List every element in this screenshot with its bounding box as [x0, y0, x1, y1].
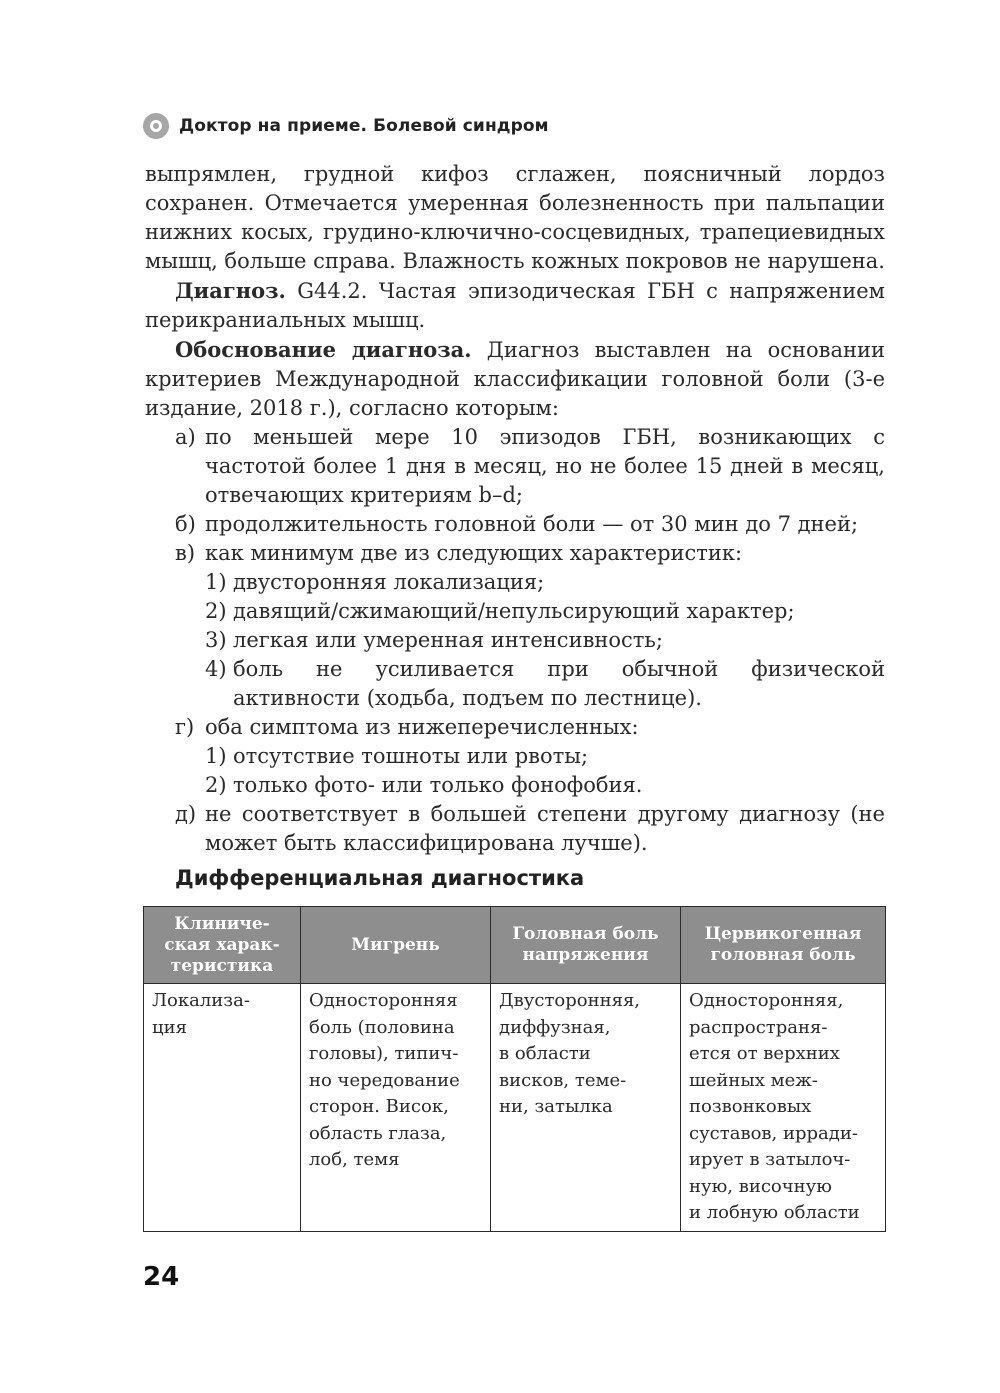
running-header-title: Доктор на приеме. Болевой синдром — [179, 116, 549, 136]
list-marker: а) — [175, 425, 196, 449]
sub-item — [145, 655, 885, 713]
diagnosis-text: G44.2. Частая эпизодическая ГБН с напряжением перикраниальных мышц. — [145, 279, 885, 332]
justification-label: Обоснование диагноза. — [175, 337, 472, 362]
sub-item — [145, 568, 885, 597]
book-series-logo-icon — [143, 113, 169, 139]
table-cell: Двусторонняя, диффузная, в области висков, теме- ни, затылка — [491, 984, 681, 1232]
table-cell: Односторонняя боль (половина головы), типич- но чередование сторон. Висок, область глаза, лоб, темя — [301, 984, 491, 1232]
criterion-text: как минимум две из следующих характеристик: — [205, 541, 743, 565]
running-header — [143, 112, 549, 140]
header-cell-cervicogenic: Цервикогенная головная боль — [681, 907, 886, 984]
header-cell-migraine: Мигрень — [301, 907, 491, 984]
criterion-d — [145, 713, 885, 742]
paragraph-diagnosis — [145, 276, 885, 335]
section-title: Дифференциальная диагностика — [175, 866, 585, 890]
paragraph-justification — [145, 335, 885, 423]
header-cell-tension: Головная боль напряжения — [491, 907, 681, 984]
sub-item-text: боль не усиливается при обычной физической активности (ходьба, подъем по лестнице). — [233, 657, 885, 710]
criterion-c — [145, 539, 885, 568]
list-marker: 1) — [205, 744, 227, 768]
list-marker: 1) — [205, 570, 227, 594]
sub-item-text: двусторонняя локализация; — [233, 570, 545, 594]
criterion-text: продолжительность головной боли — от 30 мин до 7 дней; — [205, 512, 859, 536]
differential-table — [143, 906, 886, 1232]
sub-item — [145, 626, 885, 655]
paragraph-exam: выпрямлен, грудной кифоз сглажен, поясничный лордоз сохранен. Отмечается умеренная болезненность при пальпации нижних косых, грудино-ключично-сосцевидных, трапециевидных мышц, больше справа. Влажность кожных покровов не нарушена. — [145, 162, 885, 273]
sub-item — [145, 742, 885, 771]
sub-item — [145, 771, 885, 800]
sub-item-text: легкая или умеренная интенсивность; — [233, 628, 663, 652]
table-header-row — [144, 907, 886, 984]
table-row — [144, 984, 886, 1232]
list-marker: б) — [175, 512, 196, 536]
justification-text: Диагноз выставлен на основании критериев Международной классификации головной боли (3-е издание, 2018 г.), согласно которым: — [145, 338, 885, 420]
criterion-b — [145, 510, 885, 539]
table-cell: Односторонняя, распространя- ется от верхних шейных меж- позвонковых суставов, ирради- ирует в затылоч- ную, височную и лобную области — [681, 984, 886, 1232]
criterion-text: по меньшей мере 10 эпизодов ГБН, возникающих с частотой более 1 дня в месяц, но не более 15 дней в месяц, отвечающих критериям b–d; — [205, 425, 885, 507]
diagnosis-label: Диагноз. — [175, 278, 286, 303]
list-marker: 2) — [205, 599, 227, 623]
list-marker: 3) — [205, 628, 227, 652]
table-cell: Локализа- ция — [144, 984, 301, 1232]
criterion-e — [145, 800, 885, 858]
criterion-text: не соответствует в большей степени другому диагнозу (не может быть классифицирована лучше). — [205, 802, 885, 855]
list-marker: г) — [175, 715, 195, 739]
criterion-text: оба симптома из нижеперечисленных: — [205, 715, 639, 739]
page-number: 24 — [143, 1262, 180, 1292]
list-marker: 4) — [205, 657, 227, 681]
sub-item — [145, 597, 885, 626]
header-cell-characteristic: Клиниче- ская харак- теристика — [144, 907, 301, 984]
sub-item-text: только фото- или только фонофобия. — [233, 773, 643, 797]
sub-item-text: отсутствие тошноты или рвоты; — [233, 744, 589, 768]
list-marker: д) — [175, 802, 197, 826]
main-text — [145, 160, 885, 858]
criterion-a — [145, 423, 885, 510]
sub-item-text: давящий/сжимающий/непульсирующий характер; — [233, 599, 795, 623]
list-marker: 2) — [205, 773, 227, 797]
list-marker: в) — [175, 541, 196, 565]
